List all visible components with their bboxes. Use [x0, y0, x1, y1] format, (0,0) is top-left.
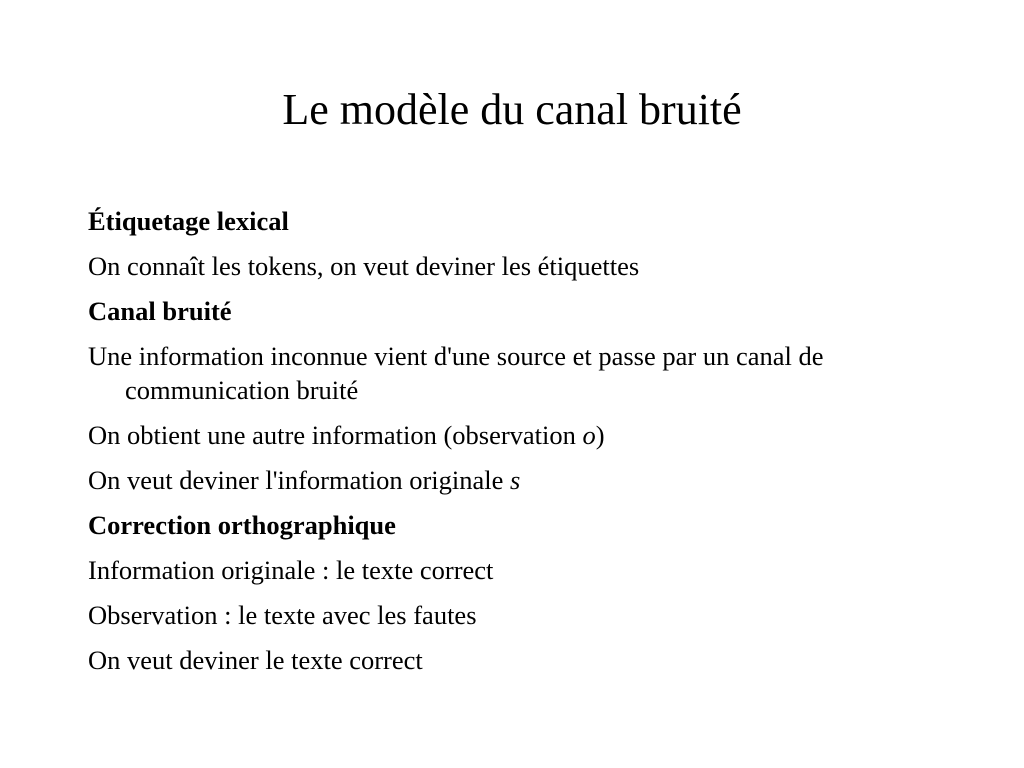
body-line-text: On veut deviner l'information originale [88, 465, 511, 495]
section-heading-etiquetage: Étiquetage lexical [88, 206, 289, 236]
body-line: Information originale : le texte correct [88, 555, 494, 585]
slide-title: Le modèle du canal bruité [282, 85, 742, 134]
body-line [88, 463, 948, 497]
slide-body [88, 196, 948, 688]
body-line-text: ) [595, 420, 605, 450]
body-line: Observation : le texte avec les fautes [88, 600, 477, 630]
variable-o: o [582, 420, 596, 450]
body-line: Une information inconnue vient d'une source et passe par un canal de communication bruité [88, 341, 824, 405]
variable-s: s [510, 465, 521, 495]
section-heading-correction: Correction orthographique [88, 510, 396, 540]
body-line [88, 418, 948, 452]
body-line: On connaît les tokens, on veut deviner les étiquettes [88, 251, 640, 281]
section-heading-canal: Canal bruité [88, 296, 232, 326]
body-line: On veut deviner le texte correct [88, 645, 423, 675]
body-line-text: On obtient une autre information (observation [88, 420, 583, 450]
